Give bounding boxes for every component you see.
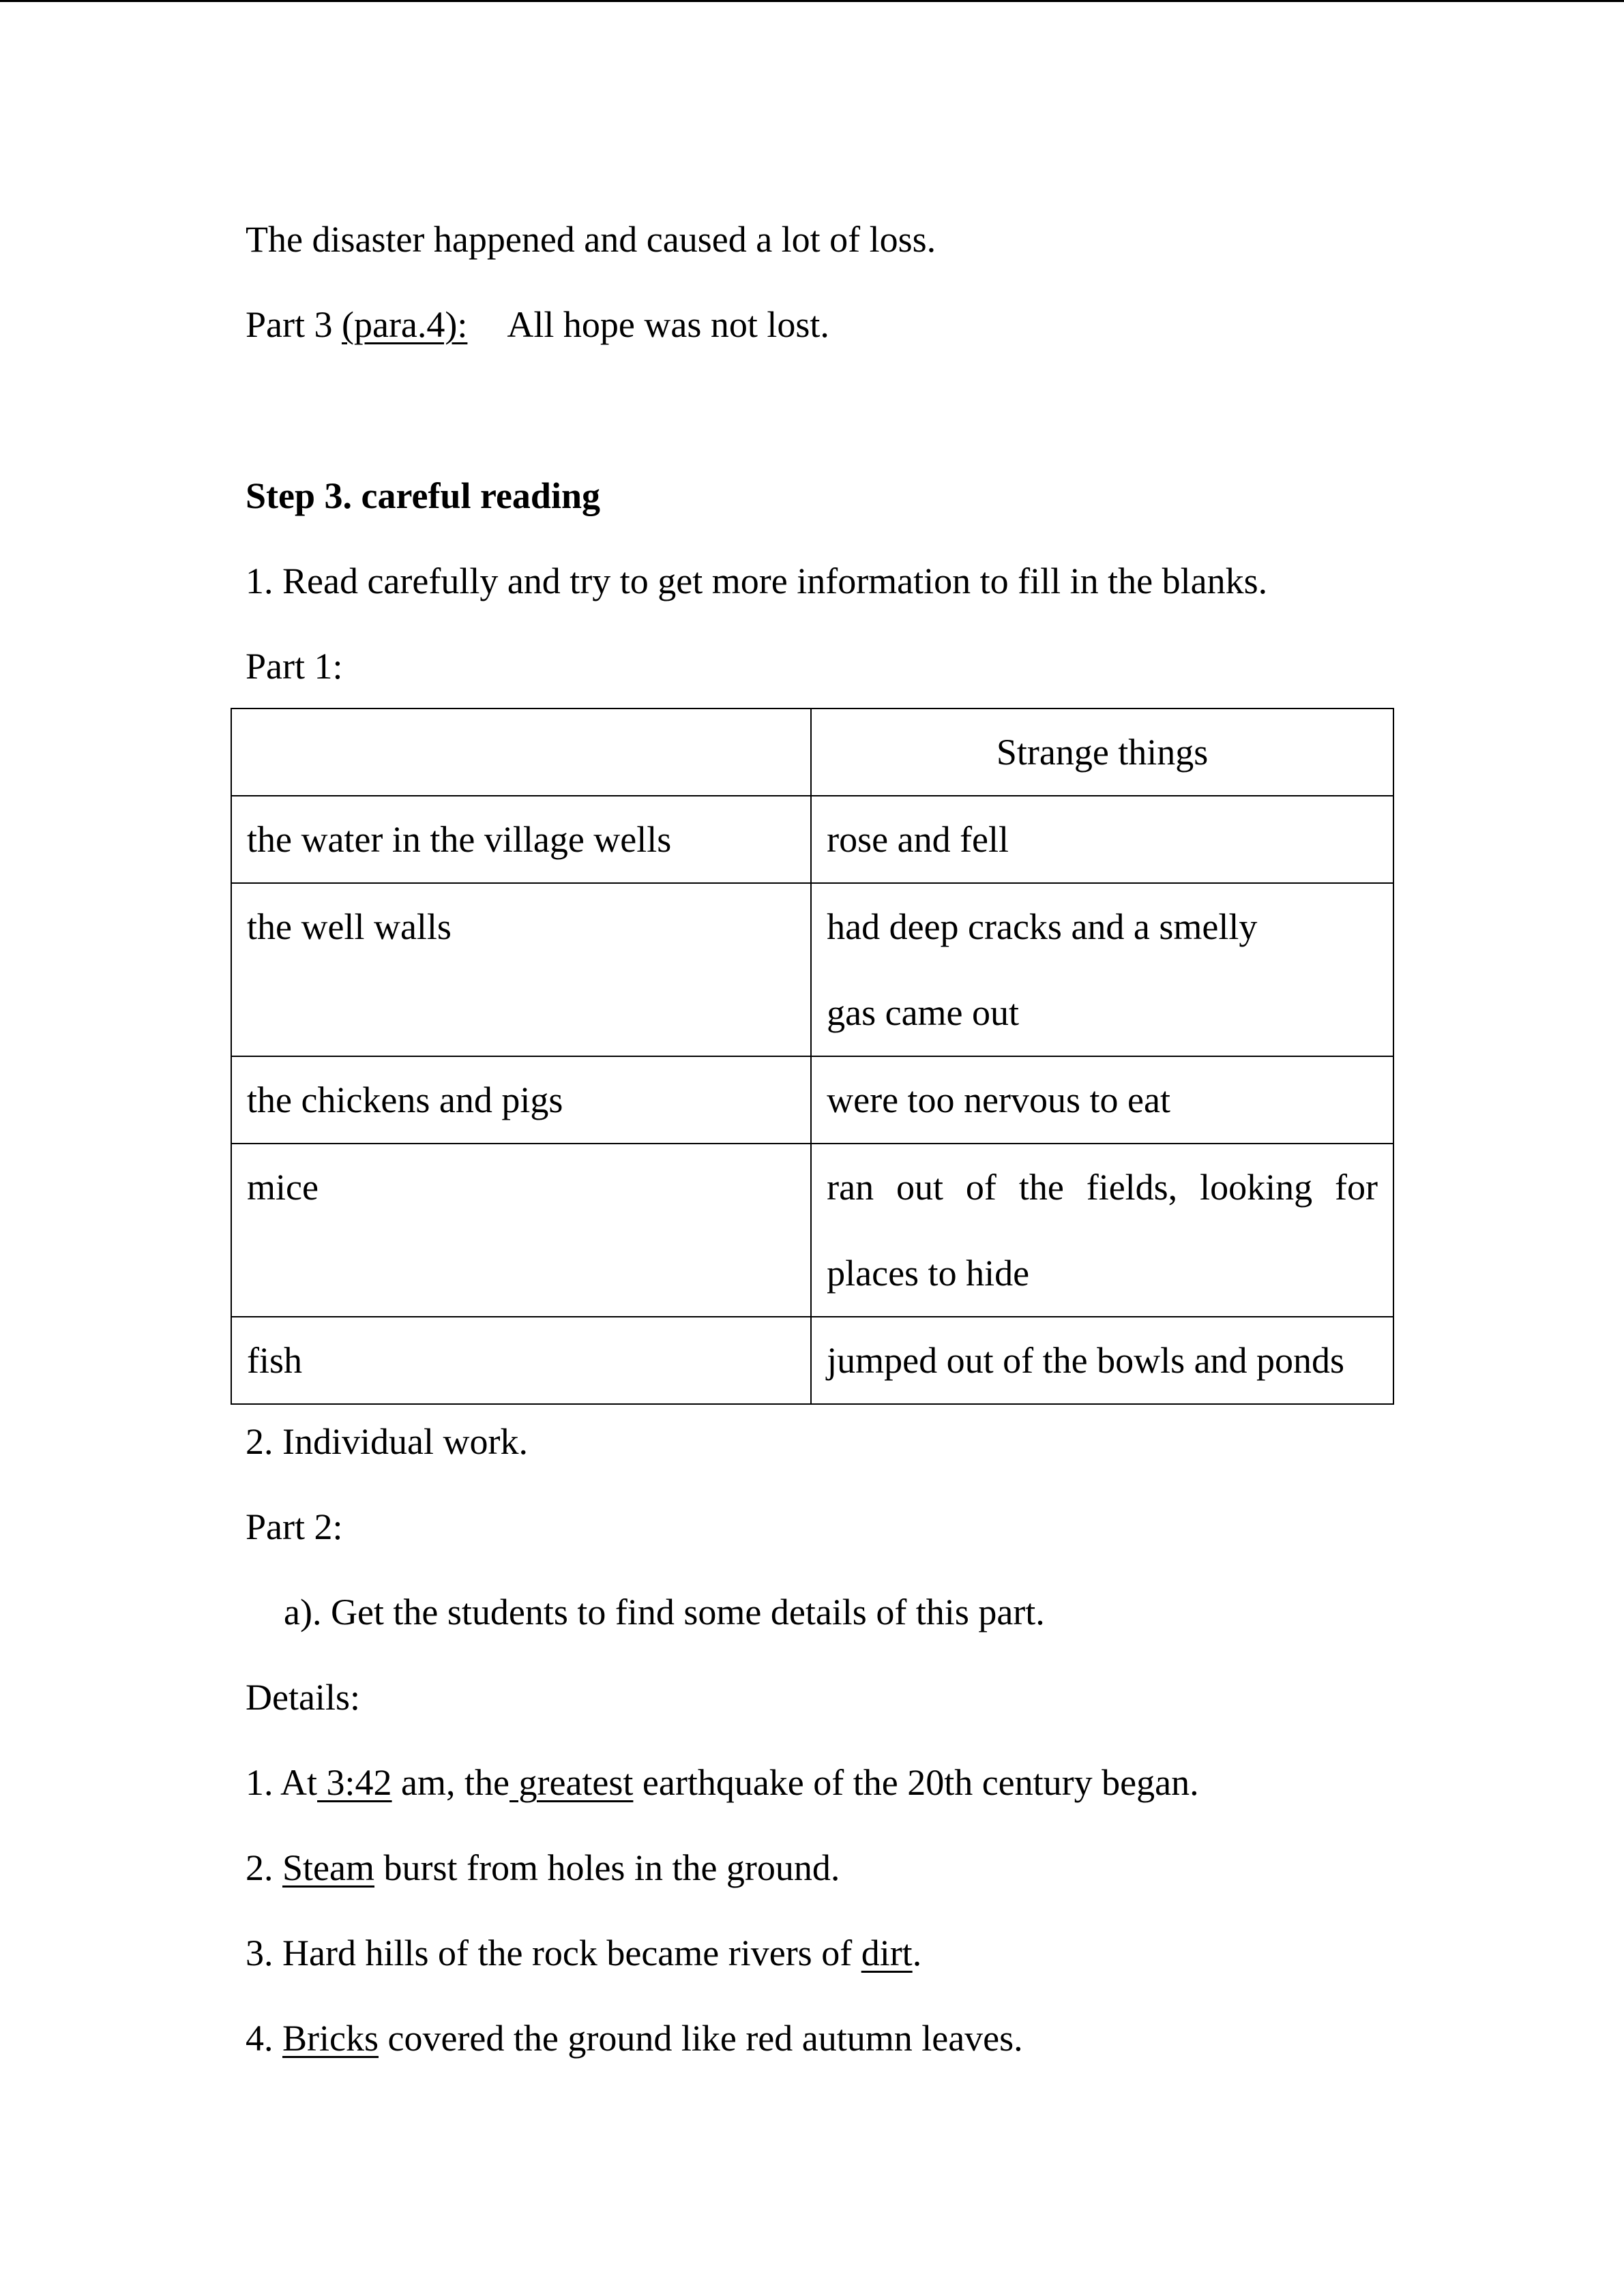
detail-4-blank-bricks: Bricks	[282, 2018, 379, 2059]
table-cell-thing: jumped out of the bowls and ponds	[827, 1340, 1345, 1381]
table-cell-thing: were too nervous to eat	[827, 1079, 1170, 1120]
detail-3-text-c: .	[912, 1933, 922, 1973]
part2-task: a). Get the students to find some details of this part.	[284, 1592, 1045, 1632]
detail-2-blank-steam: Steam	[282, 1847, 374, 1888]
detail-1-text-e: earthquake of the 20th century began.	[633, 1762, 1199, 1803]
table-cell-subject: the chickens and pigs	[247, 1079, 563, 1120]
detail-3-text-a: 3. Hard hills of the rock became rivers of	[246, 1933, 861, 1973]
table-cell-subject: fish	[247, 1340, 302, 1381]
table-cell-subject: the well walls	[247, 906, 452, 947]
detail-item-4	[246, 2016, 1023, 2060]
table-header-row	[231, 709, 1393, 796]
detail-4-text-c: covered the ground like red autumn leaves.	[379, 2018, 1023, 2059]
table-row	[231, 1317, 1393, 1404]
details-label: Details:	[246, 1677, 360, 1718]
table-header-cell-empty	[231, 709, 811, 796]
strange-things-table	[231, 708, 1394, 1405]
part2-label: Part 2:	[246, 1506, 343, 1547]
table-header-cell-strange-things: Strange things	[811, 709, 1393, 796]
table-row	[231, 1144, 1393, 1317]
table-cell-subject: mice	[247, 1167, 319, 1208]
part1-label: Part 1:	[246, 646, 343, 687]
table-cell-thing: rose and fell	[827, 819, 1009, 860]
part3-label: Part 3	[246, 304, 342, 345]
detail-item-1	[246, 1761, 1199, 1804]
detail-1-text-a: 1. At	[246, 1762, 318, 1803]
detail-item-2	[246, 1846, 840, 1890]
part3-ref: (para.4):	[342, 304, 468, 345]
table-row	[231, 796, 1393, 883]
part3-line	[246, 303, 829, 346]
table-cell-subject: the water in the village wells	[247, 819, 672, 860]
table-cell-thing: ran out of the fields, looking for places to hide	[827, 1167, 1378, 1294]
intro-line: The disaster happened and caused a lot of loss.	[246, 219, 936, 260]
instruction-2: 2. Individual work.	[246, 1421, 528, 1462]
table-row	[231, 883, 1393, 1056]
detail-3-blank-dirt: dirt	[861, 1933, 913, 1973]
table-cell-thing: had deep cracks and a smelly gas came out	[827, 906, 1258, 1033]
detail-1-blank-greatest: greatest	[510, 1762, 634, 1803]
detail-1-blank-time: 3:42	[317, 1762, 392, 1803]
part3-text: All hope was not lost.	[507, 304, 829, 345]
page-top-border	[0, 0, 1624, 2]
detail-2-text-c: burst from holes in the ground.	[374, 1847, 840, 1888]
detail-1-text-c: am, the	[392, 1762, 510, 1803]
step3-heading: Step 3. careful reading	[246, 475, 600, 516]
detail-4-text-a: 4.	[246, 2018, 282, 2059]
table-row	[231, 1056, 1393, 1144]
instruction-1: 1. Read carefully and try to get more information to fill in the blanks.	[246, 561, 1268, 601]
detail-item-3	[246, 1931, 921, 1975]
detail-2-text-a: 2.	[246, 1847, 282, 1888]
